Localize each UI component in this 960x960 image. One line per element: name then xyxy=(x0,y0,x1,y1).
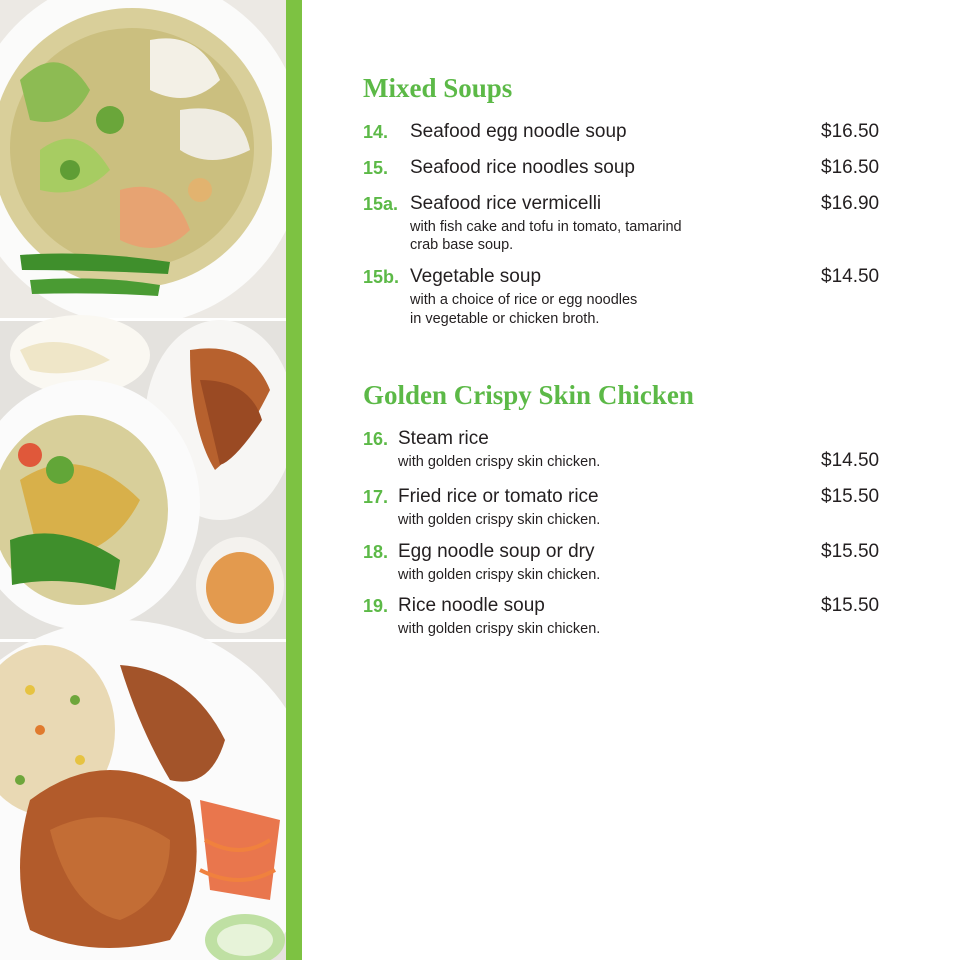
item-number: 15. xyxy=(363,158,389,178)
item-price: $14.50 xyxy=(821,266,880,287)
item-name: Fried rice or tomato rice xyxy=(398,486,599,507)
green-divider-bar xyxy=(286,0,302,960)
item-description-line: crab base soup. xyxy=(410,237,514,253)
item-number: 19. xyxy=(363,596,389,616)
item-name: Egg noodle soup or dry xyxy=(398,541,595,562)
egg-noodle-soup-photo xyxy=(0,315,286,639)
crispy-chicken-fried-rice-photo xyxy=(0,620,286,960)
item-number: 16. xyxy=(363,429,389,449)
item-number: 15b. xyxy=(363,267,400,287)
item-price: $16.90 xyxy=(821,193,880,214)
item-number: 18. xyxy=(363,542,389,562)
item-description-line: in vegetable or chicken broth. xyxy=(410,311,600,327)
item-description-line: with fish cake and tofu in tomato, tamarind xyxy=(410,219,682,235)
item-description-line: with golden crispy skin chicken. xyxy=(398,621,601,637)
seafood-soup-photo xyxy=(0,0,286,325)
item-price: $15.50 xyxy=(821,541,880,562)
item-number: 17. xyxy=(363,487,389,507)
item-price: $16.50 xyxy=(821,121,880,142)
item-price: $15.50 xyxy=(821,486,880,507)
item-number: 14. xyxy=(363,122,389,142)
item-name: Vegetable soup xyxy=(410,266,542,287)
section-title-golden-crispy-skin-chicken: Golden Crispy Skin Chicken xyxy=(363,380,694,410)
photo-strip xyxy=(0,0,286,960)
item-name: Steam rice xyxy=(398,428,489,449)
item-price: $14.50 xyxy=(821,450,880,471)
item-name: Seafood rice noodles soup xyxy=(410,157,635,178)
item-number: 15a. xyxy=(363,194,399,214)
item-name: Rice noodle soup xyxy=(398,595,545,616)
section-title-mixed-soups: Mixed Soups xyxy=(363,73,513,103)
item-description-line: with golden crispy skin chicken. xyxy=(398,454,601,470)
food-photos xyxy=(0,0,286,960)
item-name: Seafood rice vermicelli xyxy=(410,193,602,214)
item-price: $15.50 xyxy=(821,595,880,616)
item-name: Seafood egg noodle soup xyxy=(410,121,627,142)
item-description-line: with golden crispy skin chicken. xyxy=(398,567,601,583)
item-description-line: with golden crispy skin chicken. xyxy=(398,512,601,528)
item-description-line: with a choice of rice or egg noodles xyxy=(410,292,638,308)
item-price: $16.50 xyxy=(821,157,880,178)
